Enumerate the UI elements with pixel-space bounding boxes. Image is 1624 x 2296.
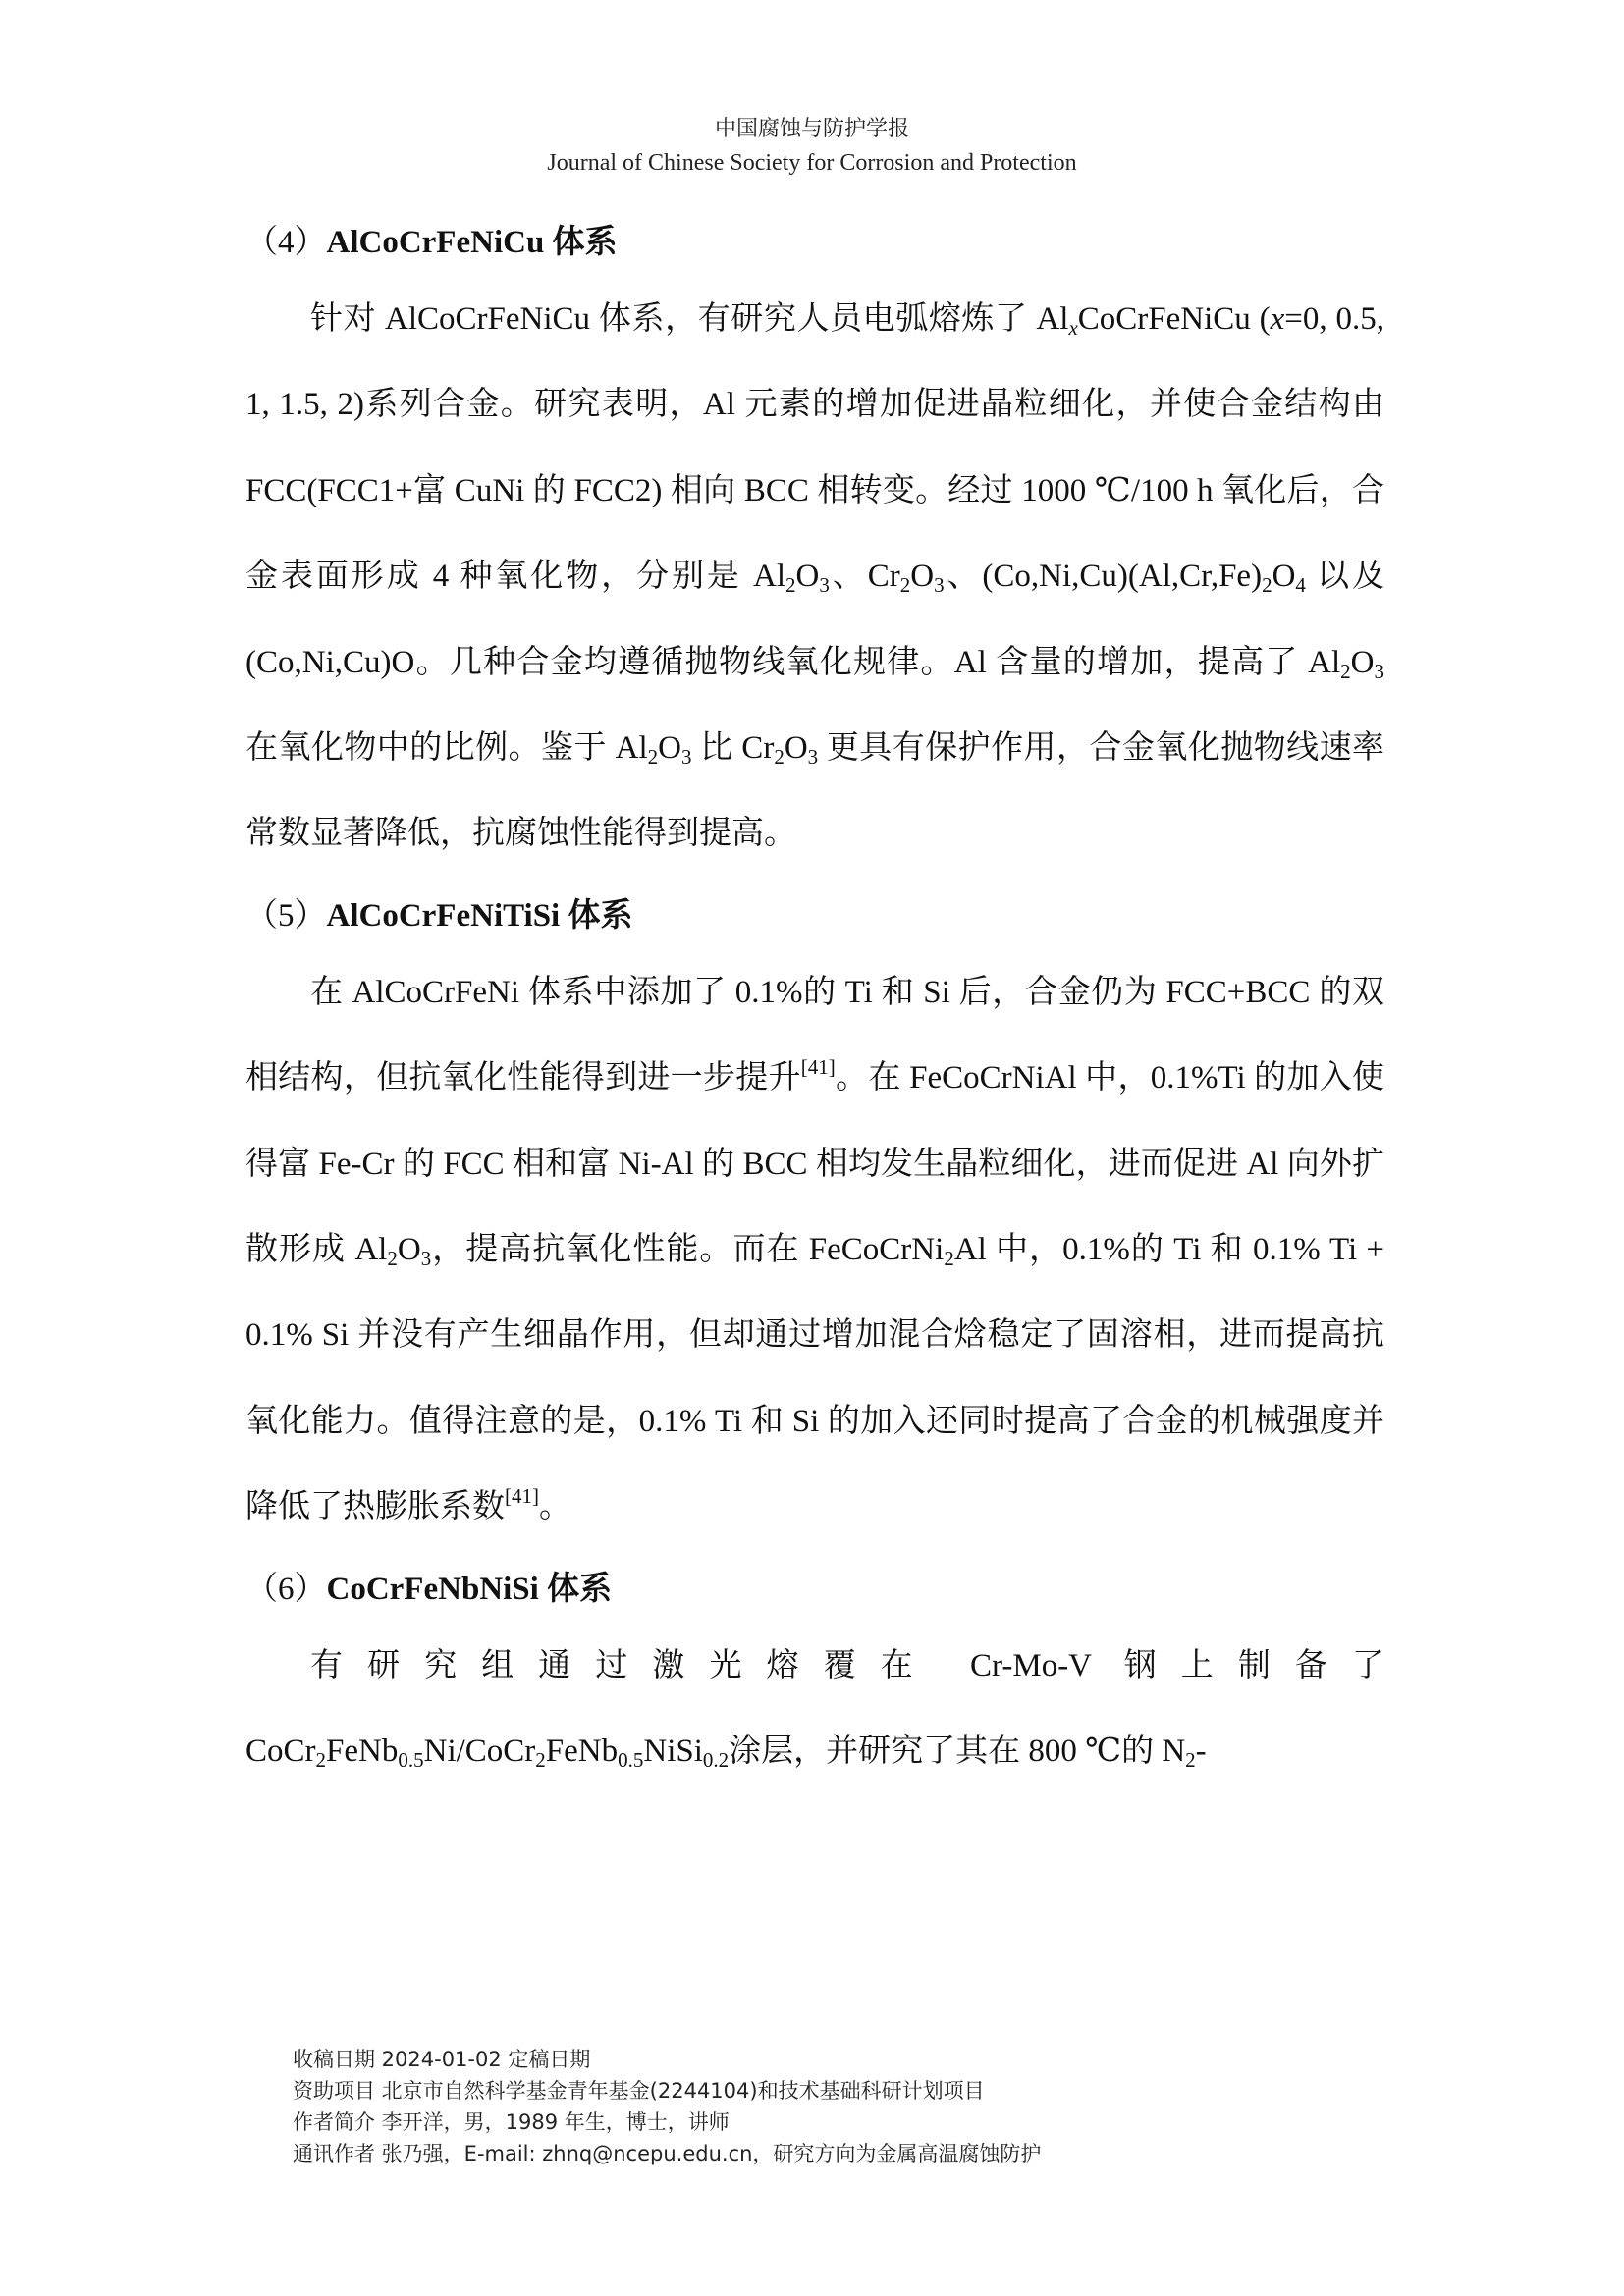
journal-title-cn: 中国腐蚀与防护学报 [714,117,909,141]
footnotes [293,2044,1373,2169]
section-paragraph: 有研究组通过激光熔覆在 Cr-Mo-V 钢上制备了 CoCr$_2$FeNb$_{0.5}$Ni/CoCr$_2$FeNb$_{0.5}$NiSi$_{0.2}$涂层，并研究了其在 800 ℃的 $N_2-$ [245,1647,1384,1773]
corresponding-author: 通讯作者 张乃强，E-mail: zhnq@ncepu.edu.cn，研究方向为金属高温腐蚀防护 [293,2142,1042,2165]
citation: [41] [505,1484,539,1509]
section-heading [245,1555,1384,1624]
section-title: CoCrFeNbNiSi 体系 [326,1571,613,1607]
section-paragraph: 针对 AlCoCrFeNiCu 体系，有研究人员电弧熔炼了 $Al_xCoCrFeNiCu$ (x=0, 0.5, 1, 1.5, 2)系列合金。研究表明，Al 元素的增加促进晶粒细化，并使合金结构由 FCC(FCC1+富 CuNi 的 FCC2) 相向 BCC 相转变。经过 1000 ℃/100 h 氧化后，合金表面形成 4 种氧化物，分别是 $Al_2O_3$、$Cr_2O_3$、$(Co,Ni,Cu)(Al,Cr,Fe)_2O_4$ 以及(Co,Ni,Cu)O。几种合金均遵循抛物线氧化规律。Al 含量的增加，提高了 $Al_2O_3$ 在氧化物中的比例。鉴于 $Al_2O_3$ 比 $Cr_2O_3$ 更具有保护作用，合金氧化抛物线速率常数显著降低，抗腐蚀性能得到提高。 [245,301,1385,852]
section-number: （5） [245,897,327,934]
citation: [41] [800,1055,836,1080]
section-title: AlCoCrFeNiTiSi 体系 [326,897,633,934]
article-body [245,208,1384,1799]
section-heading [245,881,1384,950]
section-alcocrfenicu [245,208,1384,878]
received-date: 收稿日期 2024-01-02 定稿日期 [293,2048,591,2071]
section-alcocrfenitisi [245,881,1384,1551]
section-number: （4） [245,225,327,260]
section-heading [245,208,1384,277]
section-cocrfenbnisi [245,1555,1384,1795]
journal-header [0,113,1624,180]
section-title: AlCoCrFeNiCu 体系 [326,225,618,260]
funding-info: 资助项目 北京市自然科学基金青年基金(2244104)和技术基础科研计划项目 [293,2079,985,2103]
journal-title-en: Journal of Chinese Society for Corrosion and Protection [547,150,1077,176]
section-paragraph: 在 AlCoCrFeNi 体系中添加了 0.1%的 Ti 和 Si 后，合金仍为 FCC+BCC 的双相结构，但抗氧化性能得到进一步提升[41]。在 FeCoCrNiAl 中，0.1%Ti 的加入使得富 Fe-Cr 的 FCC 相和富 Ni-Al 的 BCC 相均发生晶粒细化，进而促进 Al 向外扩散形成 $Al_2O_3$，提高抗氧化性能。而在 FeCoCrNi$_2$Al 中，0.1%的 Ti 和 0.1% Ti + 0.1% Si 并没有产生细晶作用，但却通过增加混合焓稳定了固溶相，进而提高抗氧化能力。值得注意的是，0.1% Ti 和 Si 的加入还同时提高了合金的机械强度并降低了热膨胀系数[41]。 [245,974,1385,1525]
section-number: （6） [245,1571,327,1607]
author-bio: 作者简介 李开洋，男，1989 年生，博士，讲师 [293,2110,730,2134]
